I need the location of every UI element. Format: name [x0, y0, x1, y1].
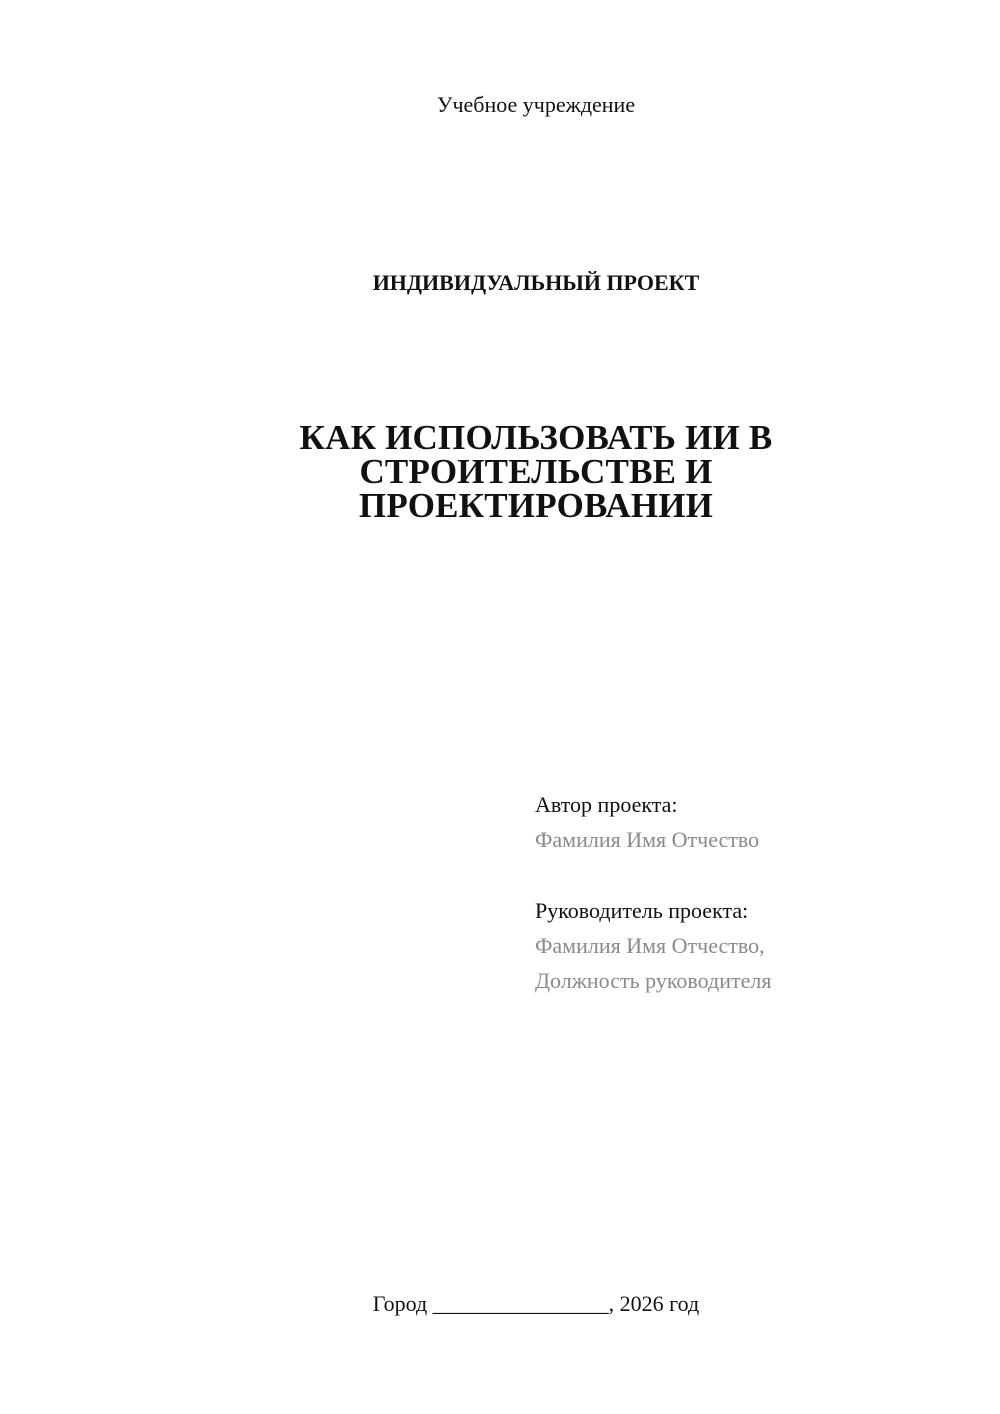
city-year-line: Город ________________, 2026 год: [372, 1291, 700, 1316]
institution-name: Учебное учреждение: [436, 92, 636, 117]
project-title-line-3: ПРОЕКТИРОВАНИИ: [358, 486, 714, 525]
project-title-line-2: СТРОИТЕЛЬСТВЕ И: [359, 452, 713, 491]
author-label: Автор проекта:: [535, 792, 678, 817]
project-people: [535, 787, 975, 998]
document-type: ИНДИВИДУАЛЬНЫЙ ПРОЕКТ: [372, 270, 700, 295]
project-title-line-1: КАК ИСПОЛЬЗОВАТЬ ИИ В: [299, 418, 773, 457]
project-title: [0, 418, 1000, 525]
supervisor-position: Должность руководителя: [535, 968, 772, 993]
people-spacer: [535, 857, 975, 893]
supervisor-label: Руководитель проекта:: [535, 898, 749, 923]
author-name: Фамилия Имя Отчество: [535, 827, 760, 852]
supervisor-name: Фамилия Имя Отчество,: [535, 933, 765, 958]
